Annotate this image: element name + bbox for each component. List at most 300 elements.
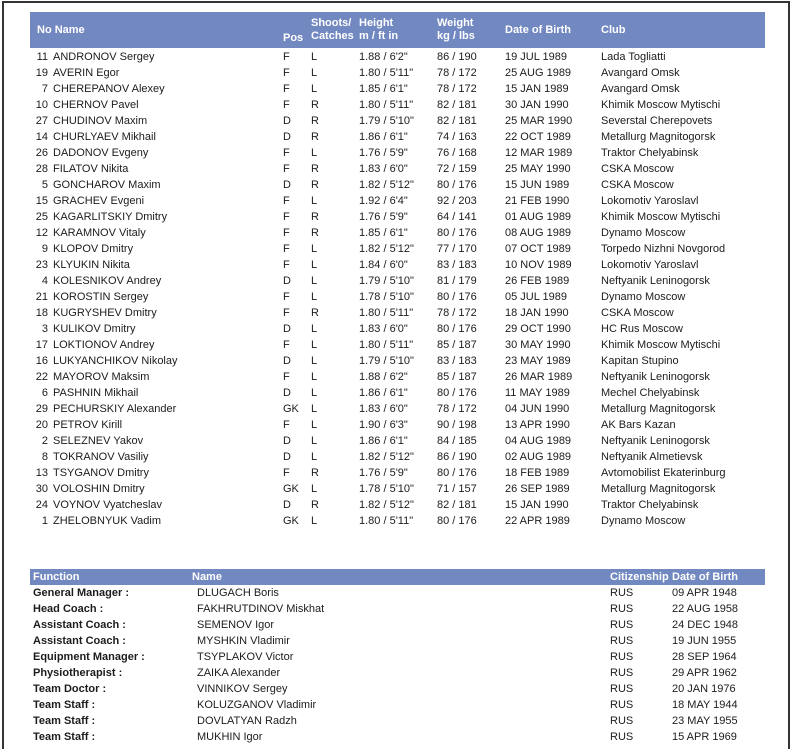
player-row-weight: 82 / 181 — [437, 499, 477, 511]
player-row-club: Dynamo Moscow — [601, 227, 686, 239]
player-row-name: PASHNIN Mikhail — [53, 387, 139, 399]
player-row-pos: D — [283, 435, 291, 447]
staff-row-dob: 29 APR 1962 — [672, 667, 737, 679]
staff-table — [30, 569, 765, 745]
player-row-dob: 29 OCT 1990 — [505, 323, 571, 335]
staff-row — [30, 601, 765, 617]
player-row-pos: D — [283, 451, 291, 463]
col-header-pos — [283, 12, 311, 48]
player-row — [30, 49, 765, 65]
player-row-sc: L — [311, 147, 318, 159]
col-header-no-name-label: No Name — [37, 23, 85, 36]
player-row-no: 27 — [35, 115, 48, 127]
player-row-sc: L — [311, 403, 318, 415]
player-row-height: 1.82 / 5'12" — [359, 499, 414, 511]
staff-row-function: Assistant Coach : — [33, 635, 126, 647]
player-row-dob: 18 JAN 1990 — [505, 307, 569, 319]
player-row-weight: 84 / 185 — [437, 435, 477, 447]
player-row-sc: R — [311, 211, 319, 223]
player-row-weight: 86 / 190 — [437, 51, 477, 63]
player-row-sc: L — [311, 387, 318, 399]
player-row-no: 13 — [35, 467, 48, 479]
player-row-height: 1.76 / 5'9" — [359, 147, 408, 159]
player-row-sc: R — [311, 467, 319, 479]
player-row-no: 17 — [35, 339, 48, 351]
player-row-weight: 92 / 203 — [437, 195, 477, 207]
player-row-name: DADONOV Evgeny — [53, 147, 149, 159]
player-row-no: 29 — [35, 403, 48, 415]
player-row — [30, 257, 765, 273]
player-row-weight: 85 / 187 — [437, 339, 477, 351]
player-row-weight: 78 / 172 — [437, 67, 477, 79]
player-row-no: 10 — [35, 99, 48, 111]
player-row-name: PECHURSKIY Alexander — [53, 403, 177, 415]
player-row-no: 28 — [35, 163, 48, 175]
player-row-pos: D — [283, 323, 291, 335]
player-row-sc: R — [311, 115, 319, 127]
player-row-sc: R — [311, 179, 319, 191]
player-row — [30, 225, 765, 241]
player-row-club: Khimik Moscow Mytischi — [601, 211, 721, 223]
player-row-height: 1.79 / 5'10" — [359, 355, 414, 367]
player-row-dob: 01 AUG 1989 — [505, 211, 572, 223]
staff-row-name: KOLUZGANOV Vladimir — [197, 699, 317, 711]
player-row-weight: 80 / 176 — [437, 515, 477, 527]
player-row-weight: 85 / 187 — [437, 371, 477, 383]
player-row-club: Lada Togliatti — [601, 51, 666, 63]
player-row-dob: 19 JUL 1989 — [505, 51, 567, 63]
player-row-weight: 80 / 176 — [437, 227, 477, 239]
staff-row-name: ZAIKA Alexander — [197, 667, 281, 679]
player-row-height: 1.80 / 5'11" — [359, 339, 414, 351]
player-row-dob: 15 JAN 1989 — [505, 83, 569, 95]
player-row-weight: 78 / 172 — [437, 307, 477, 319]
player-row-height: 1.84 / 6'0" — [359, 259, 408, 271]
player-row-name: KAGARLITSKIY Dmitry — [53, 211, 168, 223]
staff-row — [30, 729, 765, 745]
player-row-dob: 15 JAN 1990 — [505, 499, 569, 511]
player-row-sc: L — [311, 339, 318, 351]
player-row-no: 3 — [41, 323, 48, 335]
player-row-weight: 83 / 183 — [437, 355, 477, 367]
player-row-height: 1.82 / 5'12" — [359, 243, 414, 255]
player-row-height: 1.82 / 5'12" — [359, 451, 414, 463]
player-row-name: CHURLYAEV Mikhail — [53, 131, 156, 143]
player-row-sc: L — [311, 323, 318, 335]
player-row-dob: 04 JUN 1990 — [505, 403, 570, 415]
player-row-height: 1.85 / 6'1" — [359, 227, 408, 239]
staff-row — [30, 617, 765, 633]
player-row — [30, 353, 765, 369]
staff-row-name: MUKHIN Igor — [197, 731, 263, 743]
col-header-staff-name: Name — [192, 571, 222, 583]
player-row-club: Metallurg Magnitogorsk — [601, 483, 716, 495]
staff-row-dob: 15 APR 1969 — [672, 731, 737, 743]
player-row-weight: 86 / 190 — [437, 451, 477, 463]
staff-row-function: Head Coach : — [33, 603, 104, 615]
player-row-no: 16 — [35, 355, 48, 367]
staff-row-dob: 09 APR 1948 — [672, 587, 737, 599]
staff-row-function: Team Doctor : — [33, 683, 107, 695]
players-table — [30, 12, 765, 529]
player-row-pos: GK — [283, 483, 299, 495]
player-row-height: 1.76 / 5'9" — [359, 211, 408, 223]
player-row-name: TSYGANOV Dmitry — [53, 467, 149, 479]
player-row-sc: R — [311, 307, 319, 319]
player-row-club: Severstal Cherepovets — [601, 115, 713, 127]
player-row-name: CHUDINOV Maxim — [53, 115, 148, 127]
player-row-no: 22 — [35, 371, 48, 383]
staff-row-citizenship: RUS — [610, 715, 634, 727]
player-row-pos: D — [283, 387, 291, 399]
player-row-no: 5 — [41, 179, 48, 191]
staff-row-function: Team Staff : — [33, 715, 96, 727]
col-header-function: Function — [33, 571, 80, 583]
player-row-sc: L — [311, 275, 318, 287]
staff-row-dob: 23 MAY 1955 — [672, 715, 738, 727]
staff-row-name: VINNIKOV Sergey — [197, 683, 288, 695]
player-row-no: 14 — [35, 131, 48, 143]
player-row-dob: 22 APR 1989 — [505, 515, 570, 527]
player-row-dob: 11 MAY 1989 — [505, 387, 570, 399]
staff-row — [30, 713, 765, 729]
staff-row-name: TSYPLAKOV Victor — [197, 651, 294, 663]
player-row-club: Avangard Omsk — [601, 83, 680, 95]
player-row-pos: GK — [283, 515, 299, 527]
player-row-pos: F — [283, 99, 290, 111]
player-row — [30, 321, 765, 337]
player-row-dob: 25 MAY 1990 — [505, 163, 571, 175]
player-row-pos: F — [283, 243, 290, 255]
player-row-name: CHEREPANOV Alexey — [53, 83, 165, 95]
player-row-no: 30 — [35, 483, 48, 495]
player-row-club: Avtomobilist Ekaterinburg — [601, 467, 726, 479]
player-row-no: 6 — [41, 387, 48, 399]
staff-row — [30, 665, 765, 681]
player-row-sc: R — [311, 163, 319, 175]
staff-row-name: SEMENOV Igor — [197, 619, 275, 631]
staff-row-dob: 19 JUN 1955 — [672, 635, 737, 647]
player-row-dob: 30 MAY 1990 — [505, 339, 571, 351]
staff-table-header — [30, 569, 765, 585]
player-row-no: 25 — [35, 211, 48, 223]
player-row — [30, 97, 765, 113]
player-row-dob: 23 MAY 1989 — [505, 355, 571, 367]
player-row-sc: L — [311, 435, 318, 447]
player-row-name: ANDRONOV Sergey — [53, 51, 155, 63]
players-table-header — [30, 12, 765, 48]
player-row — [30, 305, 765, 321]
player-row-height: 1.79 / 5'10" — [359, 115, 414, 127]
player-row — [30, 273, 765, 289]
player-row — [30, 209, 765, 225]
staff-row-function: Team Staff : — [33, 699, 96, 711]
staff-row — [30, 585, 765, 601]
staff-row-function: Physiotherapist : — [33, 667, 123, 679]
player-row-name: CHERNOV Pavel — [53, 99, 139, 111]
player-row-weight: 90 / 198 — [437, 419, 477, 431]
player-row-club: Kapitan Stupino — [601, 355, 679, 367]
staff-row — [30, 649, 765, 665]
player-row-no: 20 — [35, 419, 48, 431]
player-row-height: 1.83 / 6'0" — [359, 323, 408, 335]
player-row-name: GRACHEV Evgeni — [53, 195, 145, 207]
player-row-height: 1.79 / 5'10" — [359, 275, 414, 287]
player-row-sc: L — [311, 83, 318, 95]
player-row-weight: 80 / 176 — [437, 291, 477, 303]
player-row-weight: 64 / 141 — [437, 211, 477, 223]
player-row-weight: 83 / 183 — [437, 259, 477, 271]
player-row-height: 1.78 / 5'10" — [359, 291, 414, 303]
player-row — [30, 369, 765, 385]
player-row-sc: L — [311, 67, 318, 79]
player-row-weight: 80 / 176 — [437, 387, 477, 399]
player-row-sc: L — [311, 259, 318, 271]
col-header-club: Club — [601, 23, 626, 36]
player-row — [30, 289, 765, 305]
player-row-pos: F — [283, 163, 290, 175]
player-row-dob: 12 MAR 1989 — [505, 147, 573, 159]
player-row-height: 1.88 / 6'2" — [359, 51, 408, 63]
staff-row-dob: 28 SEP 1964 — [672, 651, 737, 663]
player-row — [30, 433, 765, 449]
player-row-weight: 71 / 157 — [437, 483, 477, 495]
staff-row-dob: 22 AUG 1958 — [672, 603, 739, 615]
player-row — [30, 449, 765, 465]
player-row-club: Dynamo Moscow — [601, 291, 686, 303]
player-row-name: ZHELOBNYUK Vadim — [53, 515, 161, 527]
col-header-height: Height m / ft in — [359, 17, 399, 42]
staff-row-citizenship: RUS — [610, 603, 634, 615]
player-row-name: VOYNOV Vyatcheslav — [53, 499, 163, 511]
player-row-pos: D — [283, 355, 291, 367]
player-row-name: KLOPOV Dmitry — [53, 243, 134, 255]
player-row-no: 1 — [41, 515, 48, 527]
player-row-club: AK Bars Kazan — [601, 419, 676, 431]
player-row-no: 9 — [41, 243, 48, 255]
player-row-pos: F — [283, 291, 290, 303]
players-table-body — [30, 49, 765, 529]
player-row-pos: F — [283, 195, 290, 207]
player-row-club: Traktor Chelyabinsk — [601, 499, 699, 511]
staff-row-dob: 24 DEC 1948 — [672, 619, 739, 631]
player-row-weight: 82 / 181 — [437, 115, 477, 127]
player-row-no: 12 — [35, 227, 48, 239]
player-row-club: Neftyanik Almetievsk — [601, 451, 703, 463]
player-row-name: MAYOROV Maksim — [53, 371, 150, 383]
staff-row-citizenship: RUS — [610, 635, 634, 647]
player-row-dob: 02 AUG 1989 — [505, 451, 572, 463]
player-row-pos: F — [283, 307, 290, 319]
staff-row-citizenship: RUS — [610, 699, 634, 711]
player-row — [30, 385, 765, 401]
player-row-weight: 78 / 172 — [437, 403, 477, 415]
player-row-name: TOKRANOV Vasiliy — [53, 451, 149, 463]
player-row-sc: R — [311, 499, 319, 511]
player-row-sc: L — [311, 51, 318, 63]
player-row-name: KLYUKIN Nikita — [53, 259, 130, 271]
staff-row-function: Assistant Coach : — [33, 619, 126, 631]
player-row-pos: F — [283, 51, 290, 63]
player-row-no: 21 — [35, 291, 48, 303]
player-row-name: LOKTIONOV Andrey — [53, 339, 155, 351]
player-row-height: 1.76 / 5'9" — [359, 467, 408, 479]
player-row-pos: D — [283, 499, 291, 511]
staff-row — [30, 697, 765, 713]
player-row-sc: L — [311, 291, 318, 303]
player-row-no: 15 — [35, 195, 48, 207]
player-row-name: VOLOSHIN Dmitry — [53, 483, 145, 495]
player-row — [30, 129, 765, 145]
player-row-dob: 22 OCT 1989 — [505, 131, 571, 143]
player-row-height: 1.83 / 6'0" — [359, 163, 408, 175]
player-row-height: 1.80 / 5'11" — [359, 67, 414, 79]
player-row — [30, 81, 765, 97]
player-row-sc: L — [311, 419, 318, 431]
col-header-staff-date-of-birth: Date of Birth — [672, 571, 738, 583]
player-row-dob: 10 NOV 1989 — [505, 259, 572, 271]
player-row-pos: GK — [283, 403, 299, 415]
player-row-club: Lokomotiv Yaroslavl — [601, 195, 699, 207]
staff-row-citizenship: RUS — [610, 587, 634, 599]
player-row — [30, 177, 765, 193]
player-row-dob: 25 MAR 1990 — [505, 115, 573, 127]
player-row-pos: F — [283, 67, 290, 79]
player-row-no: 2 — [41, 435, 48, 447]
player-row-name: KARAMNOV Vitaly — [53, 227, 146, 239]
player-row-weight: 74 / 163 — [437, 131, 477, 143]
player-row-weight: 82 / 181 — [437, 99, 477, 111]
player-row-dob: 18 FEB 1989 — [505, 467, 570, 479]
player-row-club: Neftyanik Leninogorsk — [601, 435, 710, 447]
player-row — [30, 113, 765, 129]
player-row-pos: F — [283, 339, 290, 351]
player-row-dob: 04 AUG 1989 — [505, 435, 572, 447]
player-row-pos: D — [283, 131, 291, 143]
player-row-height: 1.90 / 6'3" — [359, 419, 408, 431]
player-row-sc: L — [311, 195, 318, 207]
staff-row-dob: 20 JAN 1976 — [672, 683, 736, 695]
player-row-club: Khimik Moscow Mytischi — [601, 99, 721, 111]
staff-row — [30, 681, 765, 697]
player-row-no: 19 — [35, 67, 48, 79]
staff-row-citizenship: RUS — [610, 619, 634, 631]
player-row-dob: 15 JUN 1989 — [505, 179, 570, 191]
player-row-height: 1.80 / 5'11" — [359, 307, 414, 319]
col-header-no-name — [30, 12, 283, 48]
player-row-height: 1.86 / 6'1" — [359, 131, 408, 143]
player-row-pos: F — [283, 147, 290, 159]
player-row-sc: R — [311, 99, 319, 111]
staff-row-citizenship: RUS — [610, 667, 634, 679]
player-row-name: PETROV Kirill — [53, 419, 123, 431]
player-row-sc: L — [311, 243, 318, 255]
player-row-club: Mechel Chelyabinsk — [601, 387, 700, 399]
player-row-club: HC Rus Moscow — [601, 323, 683, 335]
player-row-pos: F — [283, 211, 290, 223]
player-row-no: 18 — [35, 307, 48, 319]
player-row-weight: 80 / 176 — [437, 323, 477, 335]
staff-row-function: General Manager : — [33, 587, 129, 599]
player-row-club: Neftyanik Leninogorsk — [601, 371, 710, 383]
player-row-dob: 30 JAN 1990 — [505, 99, 569, 111]
player-row-club: Khimik Moscow Mytischi — [601, 339, 721, 351]
player-row-height: 1.92 / 6'4" — [359, 195, 408, 207]
player-row-club: Metallurg Magnitogorsk — [601, 131, 716, 143]
player-row-no: 26 — [35, 147, 48, 159]
player-row-height: 1.82 / 5'12" — [359, 179, 414, 191]
staff-row-name: DLUGACH Boris — [197, 587, 279, 599]
player-row-no: 11 — [36, 51, 48, 63]
player-row-height: 1.78 / 5'10" — [359, 483, 414, 495]
player-row-club: CSKA Moscow — [601, 179, 674, 191]
staff-row-citizenship: RUS — [610, 683, 634, 695]
player-row-pos: D — [283, 179, 291, 191]
player-row-dob: 26 SEP 1989 — [505, 483, 570, 495]
player-row-height: 1.80 / 5'11" — [359, 515, 414, 527]
player-row-weight: 76 / 168 — [437, 147, 477, 159]
player-row-name: LUKYANCHIKOV Nikolay — [53, 355, 178, 367]
player-row-name: FILATOV Nikita — [53, 163, 129, 175]
player-row — [30, 65, 765, 81]
col-header-pos-label: Pos — [283, 32, 304, 44]
player-row-no: 23 — [35, 259, 48, 271]
player-row-weight: 72 / 159 — [437, 163, 477, 175]
staff-table-body — [30, 585, 765, 745]
player-row — [30, 145, 765, 161]
player-row-name: AVERIN Egor — [53, 67, 120, 79]
player-row-no: 4 — [41, 275, 48, 287]
player-row-club: Traktor Chelyabinsk — [601, 147, 699, 159]
player-row — [30, 193, 765, 209]
player-row — [30, 241, 765, 257]
staff-row-name: MYSHKIN Vladimir — [197, 635, 290, 647]
player-row-height: 1.86 / 6'1" — [359, 387, 408, 399]
col-header-weight: Weight kg / lbs — [437, 17, 475, 42]
player-row-pos: D — [283, 115, 291, 127]
player-row-name: SELEZNEV Yakov — [53, 435, 144, 447]
player-row-dob: 25 AUG 1989 — [505, 67, 572, 79]
staff-row-dob: 18 MAY 1944 — [672, 699, 738, 711]
player-row-weight: 81 / 179 — [437, 275, 477, 287]
player-row-name: KUGRYSHEV Dmitry — [53, 307, 157, 319]
player-row — [30, 161, 765, 177]
player-row-club: CSKA Moscow — [601, 163, 674, 175]
player-row-sc: R — [311, 131, 319, 143]
player-row-dob: 08 AUG 1989 — [505, 227, 572, 239]
player-row-pos: D — [283, 275, 291, 287]
player-row-sc: L — [311, 483, 318, 495]
player-row — [30, 401, 765, 417]
player-row-club: Torpedo Nizhni Novgorod — [601, 243, 726, 255]
player-row-height: 1.80 / 5'11" — [359, 99, 414, 111]
player-row-name: KULIKOV Dmitry — [53, 323, 136, 335]
player-row — [30, 513, 765, 529]
player-row-dob: 26 FEB 1989 — [505, 275, 570, 287]
player-row-weight: 80 / 176 — [437, 467, 477, 479]
player-row-weight: 77 / 170 — [437, 243, 477, 255]
player-row-sc: L — [311, 515, 318, 527]
player-row-sc: L — [311, 371, 318, 383]
player-row-dob: 07 OCT 1989 — [505, 243, 571, 255]
player-row — [30, 497, 765, 513]
player-row-name: KOLESNIKOV Andrey — [53, 275, 162, 287]
player-row — [30, 337, 765, 353]
player-row-pos: F — [283, 259, 290, 271]
staff-row-name: FAKHRUTDINOV Miskhat — [197, 603, 325, 615]
player-row-no: 24 — [35, 499, 48, 511]
player-row-no: 7 — [41, 83, 48, 95]
